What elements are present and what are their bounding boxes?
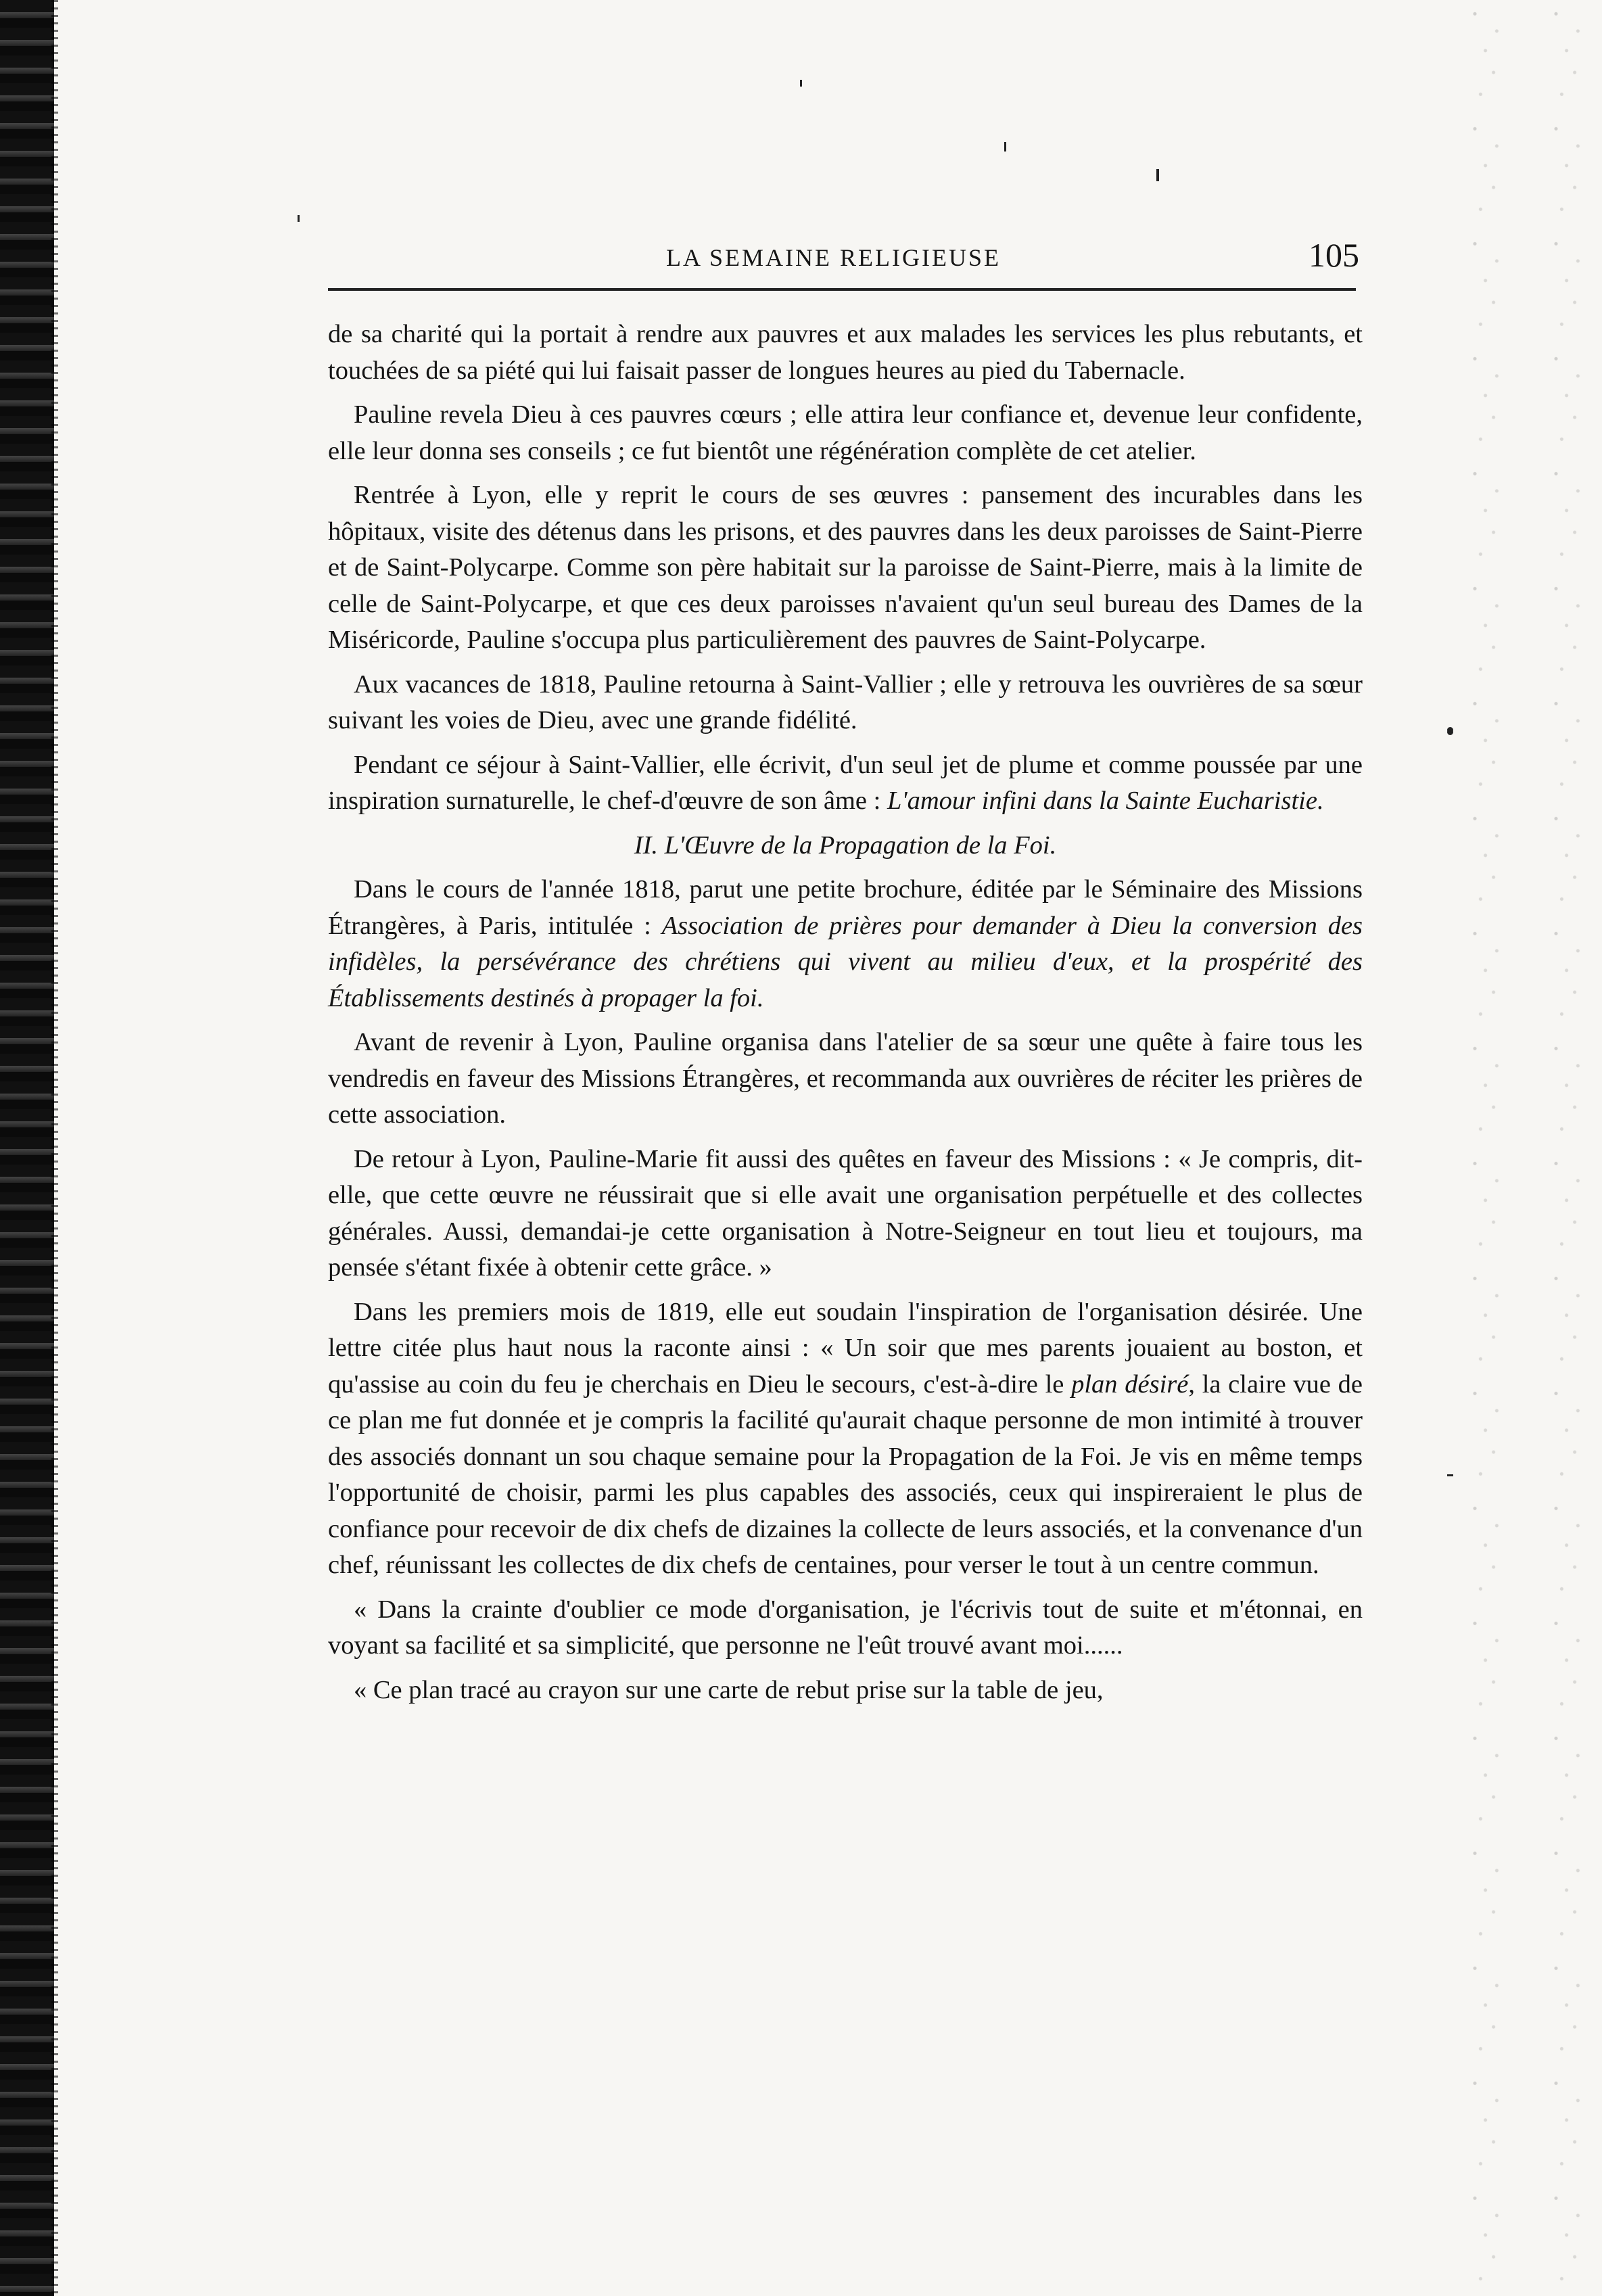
body-paragraph: Pauline revela Dieu à ces pauvres cœurs ; elle attira leur confiance et, devenue leur confidente, elle leur donna ses conseils ; ce fut bientôt une régénération complète de cet atelier. <box>328 400 1363 465</box>
scan-speck <box>1447 727 1453 733</box>
body-paragraph: de sa charité qui la portait à rendre aux pauvres et aux malades les services les plus rebutants, et touchées de sa piété qui lui faisait passer de longues heures au pied du Tabernacle. <box>328 320 1363 385</box>
page-header <box>328 235 1369 296</box>
scan-speck <box>1004 142 1006 151</box>
paragraph-text: Pendant ce séjour à Saint-Vallier, elle écrivit, d'un seul jet de plume et comme poussée par une inspiration surnaturelle, le chef-d'œuvre de son âme : <box>328 750 1363 815</box>
scan-speck <box>800 80 802 87</box>
book-title: L'amour infini dans la Sainte Eucharistie. <box>887 787 1324 815</box>
section-title: II. L'Œuvre de la Propagation de la Foi. <box>634 830 1057 860</box>
scan-noise-margin <box>1446 0 1602 2296</box>
scan-speck <box>1447 1474 1453 1476</box>
paragraph-text: Dans les premiers mois de 1819, elle eut soudain l'inspiration de l'organisation désirée. Une lettre citée plus haut nous la raconte ainsi : « Un soir que mes parents jouaient au boston, et qu'assise au coin du feu je cherchais en Dieu le secours, c'est-à-dire le <box>328 1297 1363 1399</box>
body-paragraph: « Dans la crainte d'oublier ce mode d'organisation, je l'écrivis tout de suite et m'étonnai, en voyant sa facilité et sa simplicité, que personne ne l'eût trouvé avant moi...... <box>328 1595 1363 1660</box>
page-number: 105 <box>1309 236 1359 274</box>
body-paragraph <box>328 747 1363 820</box>
body-paragraph: Aux vacances de 1818, Pauline retourna à Saint-Vallier ; elle y retrouva les ouvrières de sa sœur suivant les voies de Dieu, avec une grande fidélité. <box>328 670 1363 734</box>
header-rule <box>328 288 1356 291</box>
document-body <box>328 317 1363 1716</box>
italic-plan-phrase: plan désiré <box>1071 1369 1189 1399</box>
body-paragraph: Avant de revenir à Lyon, Pauline organisa dans l'atelier de sa sœur une quête à faire tous les vendredis en faveur des Missions Étrangères, et recommanda aux ouvrières de réciter les prières de cette association. <box>328 1028 1363 1129</box>
body-paragraph: « Ce plan tracé au crayon sur une carte de rebut prise sur la table de jeu, <box>354 1675 1104 1704</box>
dark-binding-edge <box>0 0 54 2296</box>
running-head: LA SEMAINE RELIGIEUSE <box>666 244 1001 271</box>
body-paragraph: Rentrée à Lyon, elle y reprit le cours de ses œuvres : pansement des incurables dans les hôpitaux, visite des détenus dans les prisons, et des pauvres dans les deux paroisses de Saint-Pierre et de Saint-Polycarpe. Comme son père habitait sur la paroisse de Saint-Pierre, mais à la limite de celle de Saint-Polycarpe, et que ces deux paroisses n'avaient qu'un seul bureau des Dames de la Miséricorde, Pauline s'occupa plus particulièrement des pauvres de Saint-Polycarpe. <box>328 481 1363 654</box>
body-paragraph <box>328 1294 1363 1584</box>
paragraph-text: , la claire vue de ce plan me fut donnée et je compris la facilité qu'aurait chaque personne de mon intimité à trouver des associés donnant un sou chaque semaine pour la Propagation de la Foi. Je vis en même temps l'opportunité de choisir, parmi les plus capables des associés, ceux qui inspireraient le plus de confiance pour recevoir de dix chefs de dizaines la collecte de leurs associés, et la convenance d'un chef, réunissant les collectes de dix chefs de centaines, pour verser le tout à un centre commun. <box>328 1369 1363 1579</box>
association-title: Association de prières pour demander à Dieu la conversion des infidèles, la persévérance des chrétiens qui vivent au milieu d'eux, et la prospérité des Établissements destinés à propager la foi. <box>328 911 1363 1012</box>
scan-speck <box>1156 169 1159 181</box>
paragraph-text: Dans le cours de l'année 1818, parut une petite brochure, éditée par le Séminaire des Missions Étrangères, à Paris, intitulée : <box>328 875 1363 940</box>
scan-speck <box>298 215 300 222</box>
body-paragraph <box>328 872 1363 1016</box>
body-paragraph: De retour à Lyon, Pauline-Marie fit aussi des quêtes en faveur des Missions : « Je compris, dit-elle, que cette œuvre ne réussirait que si elle avait une organisation perpétuelle et des collectes générales. Aussi, demandai-je cette organisation à Notre-Seigneur en tout lieu et toujours, ma pensée s'étant fixée à obtenir cette grâce. » <box>328 1144 1363 1282</box>
